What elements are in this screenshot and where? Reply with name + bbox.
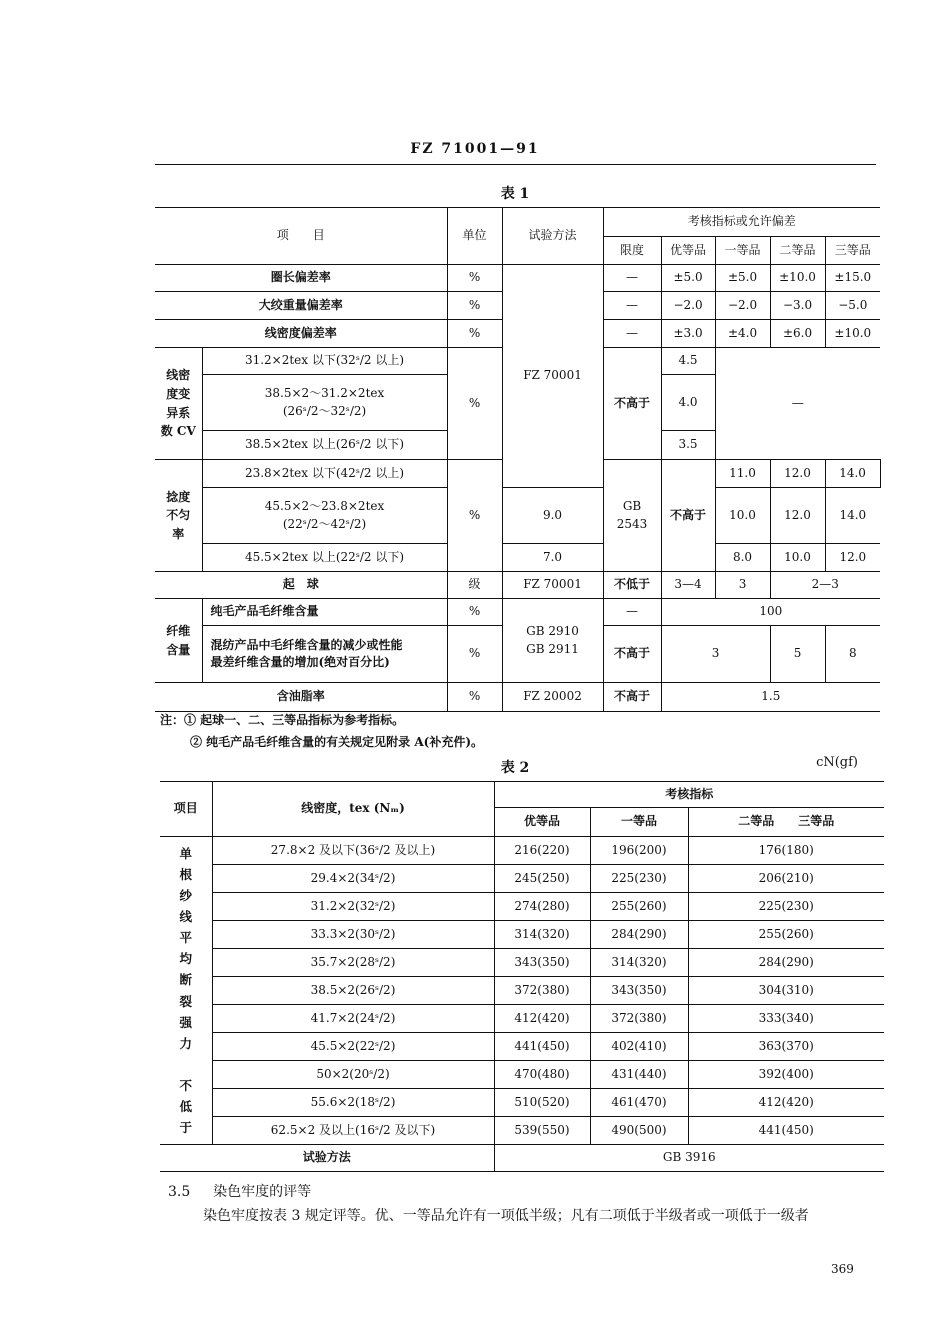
fiber-method [502,599,603,683]
fiber-group-line: 含量 [166,642,191,657]
t2-row-first: 284(290) [590,921,688,949]
t2-item-char: 根 [179,866,192,882]
t2-row-first: 255(260) [590,893,688,921]
uneven-sub-1-v1: 11.0 [715,460,770,488]
table2-caption: 表 2 [500,760,530,776]
t2-method-label: 试验方法 [160,1145,494,1172]
fiber-group-label [155,599,202,683]
t2-row-first: 314(320) [590,949,688,977]
header-method: 试验方法 [502,208,603,265]
oil-unit: % [447,683,502,712]
cv-sub-1-label: 31.2×2tex 以下(32ˢ/2 以上) [202,348,447,375]
uneven-sub-3-label: 45.5×2tex 以上(22ˢ/2 以下) [202,544,447,572]
fiber-blend-v3: 8 [825,626,880,683]
t2-row-other: 284(290) [688,949,884,977]
standard-code: FZ 71001—91 [410,141,540,157]
t2-row-other: 392(400) [688,1061,884,1089]
t2-item-char: 力 [179,1035,192,1051]
cv-unit: % [447,348,502,460]
loop-length-label: 圈长偏差率 [155,265,447,292]
section-number: 3.5 [168,1184,191,1200]
t2-item-char: 低 [179,1099,192,1115]
fiber-blend-v1: 3 [661,626,770,683]
t2-row-other: 412(420) [688,1089,884,1117]
t2-row-other: 304(310) [688,977,884,1005]
page-number: 369 [831,1262,854,1276]
pilling-v3: 2—3 [770,572,880,599]
t2-row-first: 461(470) [590,1089,688,1117]
t2-item-char: 单 [179,845,192,861]
cv-group-label [155,348,202,460]
uneven-sub-2-v2: 10.0 [715,488,770,544]
t2-row-other: 333(340) [688,1005,884,1033]
t2-item-vertical [160,837,212,1145]
uneven-unit: % [447,460,502,572]
oil-value: 1.5 [661,683,880,712]
t2-item-char: 均 [179,951,192,967]
fiber-blend-unit: % [447,626,502,683]
cv-group-line: 数 CV [160,424,196,439]
table1-note-1: 注：① 起球一、二、三等品指标为参考指标。 [160,713,405,727]
fiber-blend-label [202,626,447,683]
t2-item-char: 裂 [179,993,192,1009]
t2-row-density: 41.7×2(24ˢ/2) [212,1005,494,1033]
oil-method: FZ 20002 [502,683,603,712]
t2-row-other: 363(370) [688,1033,884,1061]
t2-item-char: 强 [179,1014,192,1030]
header-grade-excellent: 优等品 [661,237,715,265]
fiber-group-line: 纤维 [166,623,191,638]
uneven-sub-1-v2: 12.0 [770,460,825,488]
t2-row-other: 441(450) [688,1117,884,1145]
section-heading [168,1181,311,1201]
header-index-group: 考核指标或允许偏差 [603,208,880,237]
cv-group-line: 异系 [166,405,191,420]
fiber-blend-limit: 不高于 [603,626,661,683]
uneven-sub-2-v1: 9.0 [502,488,603,544]
t2-item-char: 线 [179,909,192,924]
uneven-sub-2-v3: 12.0 [770,488,825,544]
uneven-sub-2-line: (22ˢ/2～42ˢ/2) [282,516,367,531]
density-dev-v1: ±3.0 [661,320,715,348]
header-rule [155,164,876,165]
header-grade-second: 二等品 [770,237,825,265]
t2-row-excellent: 510(520) [494,1089,590,1117]
loop-length-v4: ±15.0 [825,265,880,292]
uneven-sub-1-label: 23.8×2tex 以下(42ˢ/2 以上) [202,460,447,488]
density-dev-v3: ±6.0 [770,320,825,348]
hank-weight-limit: — [603,292,661,320]
t2-row-density: 31.2×2(32ˢ/2) [212,893,494,921]
fiber-blend-line: 最差纤维含量的增加(绝对百分比) [210,655,390,669]
t2-row-excellent: 274(280) [494,893,590,921]
t2-row-first: 431(440) [590,1061,688,1089]
pilling-label: 起 球 [155,572,447,599]
t2-row-first: 372(380) [590,1005,688,1033]
pilling-unit: 级 [447,572,502,599]
cv-sub-2-value: 4.0 [661,375,715,431]
t2-item-char: 于 [179,1120,192,1136]
pilling-method: FZ 70001 [502,572,603,599]
loop-length-unit: % [447,265,502,292]
t2-row-excellent: 216(220) [494,837,590,865]
header-grade-first: 一等品 [715,237,770,265]
uneven-method: GB 2543 [603,460,661,572]
section-title: 染色牢度的评等 [213,1184,312,1200]
t2-row-density: 62.5×2 及以上(16ˢ/2 及以下) [212,1117,494,1145]
header-item: 项 目 [155,208,447,265]
t2-item-char: 纱 [179,887,192,903]
density-dev-v4: ±10.0 [825,320,880,348]
t2-item-char: 不 [179,1078,192,1093]
uneven-group-line: 率 [172,526,185,541]
hank-weight-v3: −3.0 [770,292,825,320]
method-fz70001: FZ 70001 [502,265,603,488]
t2-row-first: 225(230) [590,865,688,893]
t2-row-excellent: 314(320) [494,921,590,949]
cv-sub-1-value: 4.5 [661,348,715,375]
t2-item-char [184,1057,188,1072]
hank-weight-v4: −5.0 [825,292,880,320]
t2-row-excellent: 343(350) [494,949,590,977]
hank-weight-v1: −2.0 [661,292,715,320]
t2-row-density: 29.4×2(34ˢ/2) [212,865,494,893]
uneven-group-line: 不匀 [166,508,191,523]
t2-row-excellent: 441(450) [494,1033,590,1061]
t2-row-excellent: 372(380) [494,977,590,1005]
t2-row-density: 33.3×2(30ˢ/2) [212,921,494,949]
density-dev-label: 线密度偏差率 [155,320,447,348]
uneven-sub-2-label [202,488,447,544]
oil-limit: 不高于 [603,683,661,712]
cv-sub-2-line: 38.5×2～31.2×2tex [264,386,385,401]
cv-rest: — [715,348,880,460]
t2-row-density: 50×2(20ˢ/2) [212,1061,494,1089]
t2-header-density: 线密度，tex (Nₘ) [212,782,494,837]
cv-sub-3-value: 3.5 [661,431,715,460]
cv-sub-2-line: (26ˢ/2～32ˢ/2) [282,403,367,418]
t2-item-char: 平 [179,930,192,946]
t2-header-index-group: 考核指标 [494,782,884,808]
cv-group-line: 线密 [166,368,191,383]
t2-row-first: 343(350) [590,977,688,1005]
uneven-group-line: 捻度 [166,489,191,504]
uneven-limit: 不高于 [661,460,715,572]
loop-length-v1: ±5.0 [661,265,715,292]
oil-label: 含油脂率 [155,683,447,712]
t2-row-excellent: 470(480) [494,1061,590,1089]
t2-item-char: 断 [179,972,192,988]
cv-limit: 不高于 [603,348,661,460]
uneven-sub-2-line: 45.5×2～23.8×2tex [264,499,385,514]
t2-row-density: 55.6×2(18ˢ/2) [212,1089,494,1117]
t2-row-other: 225(230) [688,893,884,921]
uneven-sub-1-v3: 14.0 [825,460,880,488]
cv-group-line: 度变 [166,386,191,401]
table-2 [160,781,884,1172]
pilling-limit: 不低于 [603,572,661,599]
fiber-method-line: GB 2911 [526,641,579,656]
t2-row-first: 490(500) [590,1117,688,1145]
t2-row-density: 35.7×2(28ˢ/2) [212,949,494,977]
t2-row-excellent: 539(550) [494,1117,590,1145]
t2-row-density: 27.8×2 及以下(36ˢ/2 及以上) [212,837,494,865]
cv-sub-3-label: 38.5×2tex 以上(26ˢ/2 以下) [202,431,447,460]
table1-note-2: ② 纯毛产品毛纤维含量的有关规定见附录 A(补充件)。 [190,735,484,749]
uneven-sub-3-v4: 12.0 [825,544,880,572]
t2-row-first: 196(200) [590,837,688,865]
fiber-blend-line: 混纺产品中毛纤维含量的减少或性能 [210,637,403,652]
t2-row-excellent: 245(250) [494,865,590,893]
density-dev-unit: % [447,320,502,348]
t2-method-value: GB 3916 [494,1145,884,1172]
hank-weight-unit: % [447,292,502,320]
pilling-v1: 3—4 [661,572,715,599]
section-body: 染色牢度按表 3 规定评等。优、一等品允许有一项低半级；凡有二项低于半级者或一项低于一级者 [203,1208,809,1224]
t2-row-other: 206(210) [688,865,884,893]
header-unit: 单位 [447,208,502,265]
t2-header-item: 项目 [160,782,212,837]
table2-unit-label: cN(gf) [816,755,858,770]
uneven-sub-3-v3: 10.0 [770,544,825,572]
cv-sub-2-label [202,375,447,431]
t2-row-excellent: 412(420) [494,1005,590,1033]
uneven-sub-3-v1: 7.0 [502,544,603,572]
t2-header-first: 一等品 [590,808,688,837]
t2-row-density: 45.5×2(22ˢ/2) [212,1033,494,1061]
t2-row-other: 176(180) [688,837,884,865]
t2-header-second-third: 二等品 三等品 [688,808,884,837]
fiber-pure-unit: % [447,599,502,626]
uneven-sub-3-v2: 8.0 [715,544,770,572]
uneven-group-label [155,460,202,572]
hank-weight-v2: −2.0 [715,292,770,320]
fiber-method-line: GB 2910 [526,624,579,639]
hank-weight-label: 大绞重量偏差率 [155,292,447,320]
t2-header-excellent: 优等品 [494,808,590,837]
t2-row-other: 255(260) [688,921,884,949]
density-dev-limit: — [603,320,661,348]
t2-row-first: 402(410) [590,1033,688,1061]
header-limit: 限度 [603,237,661,265]
table1-caption: 表 1 [500,186,530,202]
fiber-pure-limit: — [603,599,661,626]
loop-length-v3: ±10.0 [770,265,825,292]
loop-length-limit: — [603,265,661,292]
fiber-pure-value: 100 [661,599,880,626]
fiber-pure-label: 纯毛产品毛纤维含量 [202,599,447,626]
header-grade-third: 三等品 [825,237,880,265]
density-dev-v2: ±4.0 [715,320,770,348]
table-1 [155,207,880,712]
t2-row-density: 38.5×2(26ˢ/2) [212,977,494,1005]
uneven-sub-2-v4: 14.0 [825,488,880,544]
pilling-v2: 3 [715,572,770,599]
fiber-blend-v2: 5 [770,626,825,683]
loop-length-v2: ±5.0 [715,265,770,292]
